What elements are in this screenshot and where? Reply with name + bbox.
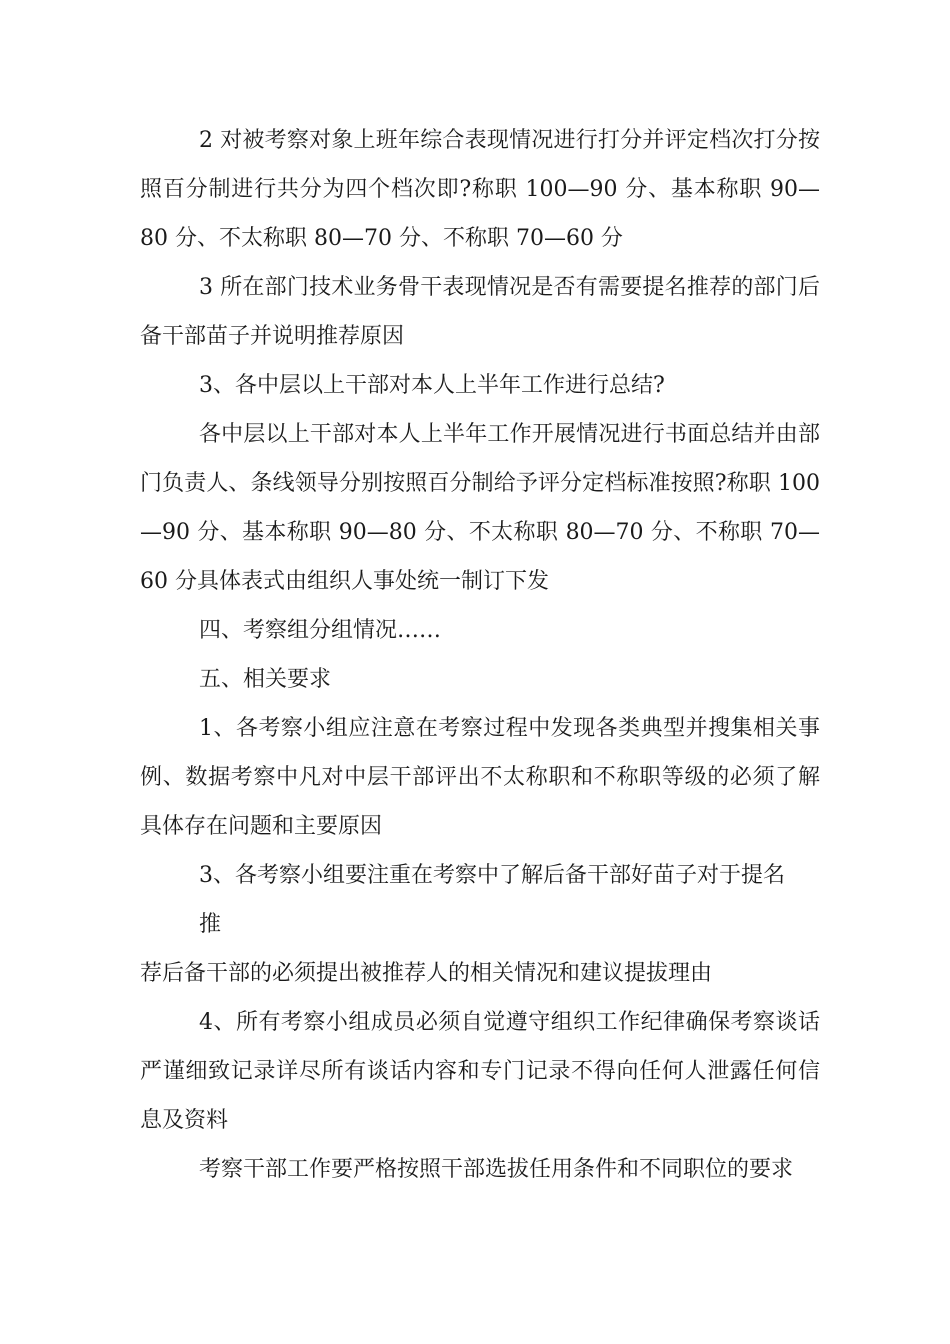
paragraph-requirement-3: 3、各考察小组要注重在考察中了解后备干部好苗子对于提名 xyxy=(199,863,785,888)
paragraph-summary-detail: 各中层以上干部对本人上半年工作开展情况进行书面总结并由部门负责人、条线领导分别按照百分制给予评分定档标准按照?称职 100—90 分、基本称职 90—80 分、不太称职 80—70 分、不称职 70—60 分具体表式由组织人事处统一制订下发 xyxy=(140,422,820,594)
paragraph-summary-heading: 3、各中层以上干部对本人上半年工作进行总结? xyxy=(199,373,665,398)
paragraph-scoring: 2 对被考察对象上班年综合表现情况进行打分并评定档次打分按照百分制进行共分为四个档次即?称职 100—90 分、基本称职 90—80 分、不太称职 80—70 分、不称职 70—60 分 xyxy=(140,128,820,251)
paragraph-requirement-1: 1、各考察小组应注意在考察过程中发现各类典型并搜集相关事例、数据考察中凡对中层干部评出不太称职和不称职等级的必须了解具体存在问题和主要原因 xyxy=(140,716,820,839)
paragraph-backbone: 3 所在部门技术业务骨干表现情况是否有需要提名推荐的部门后备干部苗子并说明推荐原因 xyxy=(140,275,820,349)
paragraph-closing: 考察干部工作要严格按照干部选拔任用条件和不同职位的要求 xyxy=(199,1157,794,1182)
paragraph-requirement-4: 4、所有考察小组成员必须自觉遵守组织工作纪律确保考察谈话严谨细致记录详尽所有谈话内容和专门记录不得向任何人泄露任何信息及资料 xyxy=(140,1010,820,1133)
paragraph-requirement-3-continued: 荐后备干部的必须提出被推荐人的相关情况和建议提拔理由 xyxy=(140,961,713,986)
section-heading-requirements: 五、相关要求 xyxy=(199,667,332,692)
section-heading-groups: 四、考察组分组情况…… xyxy=(199,618,442,643)
paragraph-requirement-3-fragment: 推 xyxy=(199,912,222,937)
document-body xyxy=(140,116,820,1194)
